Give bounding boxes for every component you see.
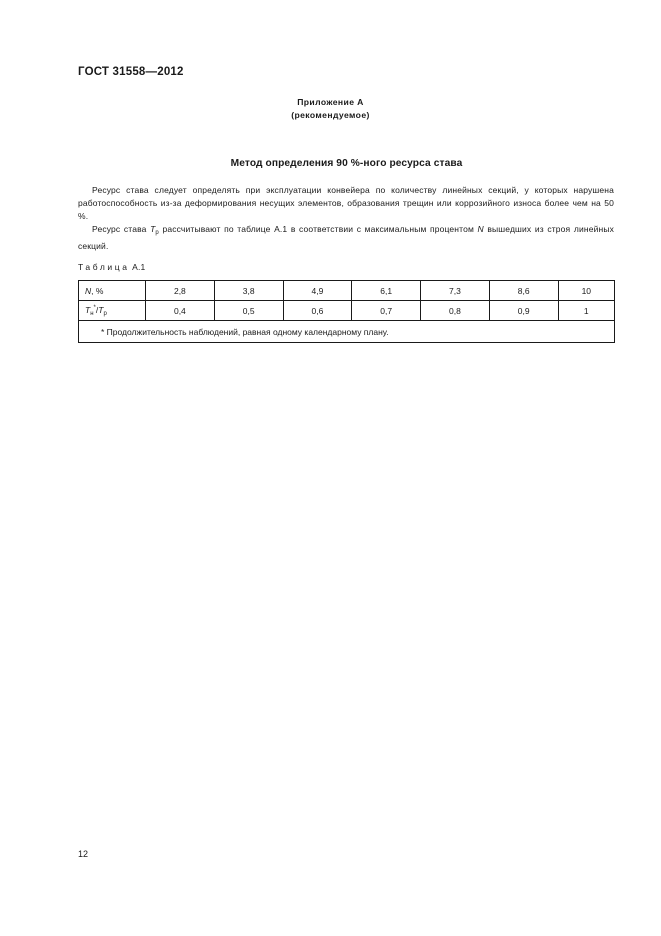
ratio-denominator: T — [98, 304, 104, 315]
table-cell: 10 — [558, 281, 614, 301]
table-row-percent — [79, 281, 615, 301]
table-row-note — [79, 321, 615, 343]
table-row-ratio — [79, 301, 615, 321]
paragraph-2-start: Ресурс става — [92, 224, 151, 234]
row-head-percent — [79, 281, 146, 301]
section-title: Метод определения 90 %-ного ресурса става — [230, 158, 463, 169]
resource-table — [78, 280, 615, 343]
table-caption-word: Таблица — [78, 262, 130, 272]
paragraph-2 — [78, 223, 614, 253]
row-head-percent-var: N — [85, 285, 92, 296]
table-cell: 0,8 — [421, 301, 490, 321]
table-cell: 8,6 — [489, 281, 558, 301]
page-number: 12 — [78, 849, 89, 859]
paragraph-1 — [78, 184, 614, 224]
paragraph-2-middle: рассчитывают по таблице А.1 в соответствии с максимальным процентом — [158, 224, 478, 234]
row-head-percent-unit: , % — [91, 285, 104, 296]
table-caption-id: А.1 — [132, 262, 146, 272]
table-cell: 0,5 — [214, 301, 283, 321]
table-cell: 2,8 — [146, 281, 215, 301]
table-cell: 7,3 — [421, 281, 490, 301]
table-cell: 4,9 — [283, 281, 352, 301]
document-code: ГОСТ 31558—2012 — [78, 66, 184, 78]
table-cell: 0,7 — [352, 301, 421, 321]
resource-symbol-subscript: р — [155, 230, 159, 236]
row-head-ratio — [79, 301, 146, 321]
percent-symbol: N — [477, 224, 484, 234]
table-cell: 0,4 — [146, 301, 215, 321]
ratio-numerator-subscript: н — [90, 310, 94, 317]
table-cell: 1 — [558, 301, 614, 321]
paragraph-2-end: вышедших из строя линейных секций. — [78, 224, 614, 252]
table-cell: 3,8 — [214, 281, 283, 301]
table-cell: 0,9 — [489, 301, 558, 321]
table-cell: 0,6 — [283, 301, 352, 321]
resource-symbol: T — [150, 224, 156, 234]
ratio-numerator: T — [85, 304, 91, 315]
table-caption — [78, 262, 145, 272]
table-cell: 6,1 — [352, 281, 421, 301]
appendix-title: Приложение А — [297, 97, 364, 107]
ratio-numerator-superscript: * — [93, 304, 96, 311]
paragraph-1-text: Ресурс става следует определять при эксплуатации конвейера по количеству линейных секций, у которых нарушена работоспособность из-за деформирования несущих элементов, образования трещин или коррозийного износа более чем на 50 %. — [78, 185, 614, 222]
ratio-slash: / — [95, 304, 99, 315]
table-footnote: * Продолжительность наблюдений, равная одному календарному плану. — [79, 321, 615, 343]
appendix-kind: (рекомендуемое) — [291, 110, 370, 120]
ratio-denominator-subscript: р — [103, 310, 107, 317]
